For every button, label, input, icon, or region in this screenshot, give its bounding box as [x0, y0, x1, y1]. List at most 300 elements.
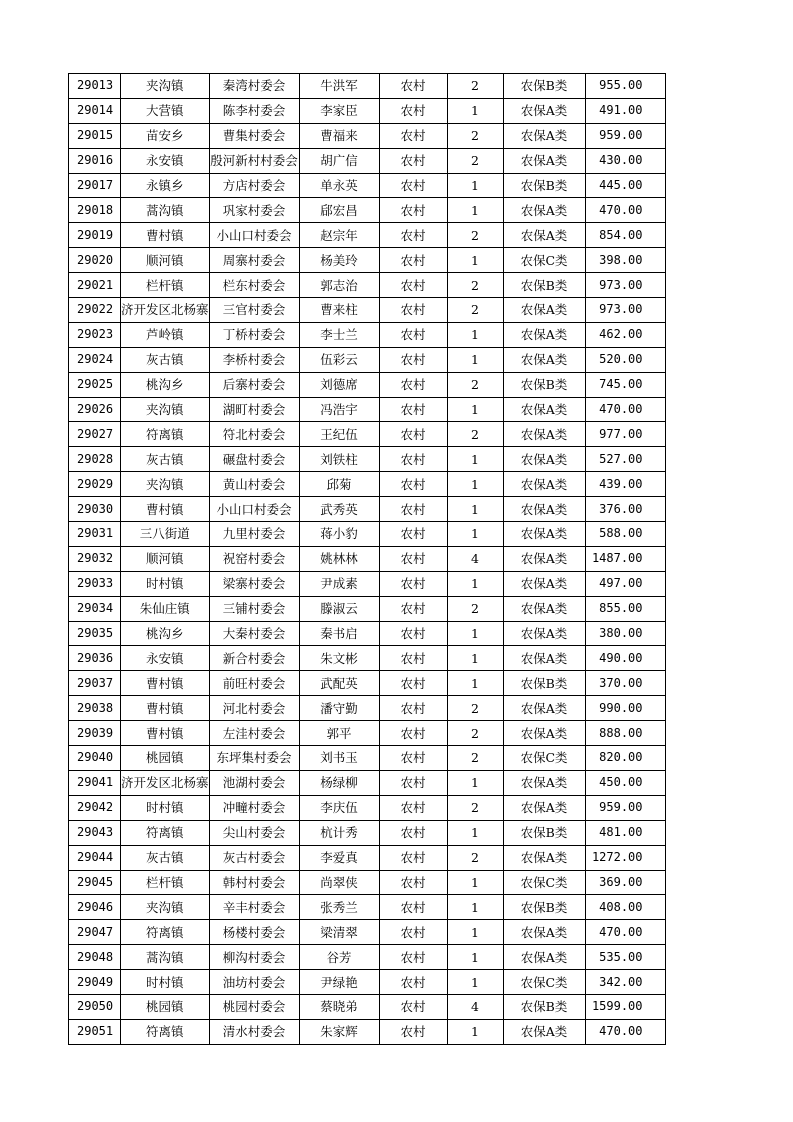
record-id-cell: 29041 [69, 770, 121, 795]
area-type-cell: 农村 [379, 148, 447, 173]
amount-cell: 820.00 [585, 746, 665, 771]
amount-cell: 955.00 [585, 74, 665, 99]
person-name-cell: 刘书玉 [299, 746, 379, 771]
person-name-cell: 滕淑云 [299, 596, 379, 621]
table-row [69, 920, 666, 945]
village-committee-cell: 左洼村委会 [209, 721, 299, 746]
village-committee-cell: 柳沟村委会 [209, 945, 299, 970]
area-type-cell: 农村 [379, 422, 447, 447]
town-cell: 夹沟镇 [121, 472, 210, 497]
record-id-cell: 29032 [69, 546, 121, 571]
person-name-cell: 杭计秀 [299, 820, 379, 845]
village-committee-cell: 丁桥村委会 [209, 322, 299, 347]
area-type-cell: 农村 [379, 746, 447, 771]
insurance-category-cell: 农保C类 [503, 746, 585, 771]
household-count-cell: 2 [447, 795, 503, 820]
table-row [69, 845, 666, 870]
table-row [69, 546, 666, 571]
household-count-cell: 2 [447, 223, 503, 248]
village-committee-cell: 灰古村委会 [209, 845, 299, 870]
person-name-cell: 武秀英 [299, 497, 379, 522]
table-row [69, 98, 666, 123]
village-committee-cell: 栏东村委会 [209, 273, 299, 298]
amount-cell: 959.00 [585, 123, 665, 148]
insurance-category-cell: 农保A类 [503, 148, 585, 173]
town-cell: 灰古镇 [121, 347, 210, 372]
table-row [69, 472, 666, 497]
person-name-cell: 杨绿柳 [299, 770, 379, 795]
village-committee-cell: 陈李村委会 [209, 98, 299, 123]
village-committee-cell: 梁寨村委会 [209, 571, 299, 596]
record-id-cell: 29024 [69, 347, 121, 372]
table-row [69, 970, 666, 995]
town-cell: 大营镇 [121, 98, 210, 123]
table-row [69, 422, 666, 447]
table-row [69, 223, 666, 248]
amount-cell: 520.00 [585, 347, 665, 372]
village-committee-cell: 油坊村委会 [209, 970, 299, 995]
table-row [69, 820, 666, 845]
record-id-cell: 29018 [69, 198, 121, 223]
person-name-cell: 秦书启 [299, 621, 379, 646]
village-committee-cell: 东坪集村委会 [209, 746, 299, 771]
amount-cell: 745.00 [585, 372, 665, 397]
table-row [69, 795, 666, 820]
area-type-cell: 农村 [379, 248, 447, 273]
table-row [69, 148, 666, 173]
town-cell: 永镇乡 [121, 173, 210, 198]
area-type-cell: 农村 [379, 621, 447, 646]
record-id-cell: 29020 [69, 248, 121, 273]
area-type-cell: 农村 [379, 497, 447, 522]
record-id-cell: 29042 [69, 795, 121, 820]
insurance-category-cell: 农保A类 [503, 571, 585, 596]
household-count-cell: 1 [447, 322, 503, 347]
record-id-cell: 29046 [69, 895, 121, 920]
town-cell: 时村镇 [121, 970, 210, 995]
village-committee-cell: 辛丰村委会 [209, 895, 299, 920]
town-cell: 桃沟乡 [121, 372, 210, 397]
village-committee-cell: 殷河新村村委会 [209, 148, 299, 173]
insurance-category-cell: 农保B类 [503, 671, 585, 696]
table-row [69, 447, 666, 472]
insurance-category-cell: 农保A类 [503, 721, 585, 746]
amount-cell: 973.00 [585, 273, 665, 298]
area-type-cell: 农村 [379, 895, 447, 920]
record-id-cell: 29015 [69, 123, 121, 148]
person-name-cell: 赵宗年 [299, 223, 379, 248]
amount-cell: 973.00 [585, 298, 665, 323]
table-row [69, 198, 666, 223]
household-count-cell: 1 [447, 248, 503, 273]
area-type-cell: 农村 [379, 447, 447, 472]
insurance-category-cell: 农保A类 [503, 322, 585, 347]
area-type-cell: 农村 [379, 173, 447, 198]
amount-cell: 854.00 [585, 223, 665, 248]
town-cell: 济开发区北杨寨 [121, 298, 210, 323]
table-row [69, 522, 666, 547]
household-count-cell: 2 [447, 372, 503, 397]
insurance-category-cell: 农保A类 [503, 198, 585, 223]
insurance-category-cell: 农保C类 [503, 248, 585, 273]
village-committee-cell: 黄山村委会 [209, 472, 299, 497]
record-id-cell: 29035 [69, 621, 121, 646]
amount-cell: 855.00 [585, 596, 665, 621]
table-row [69, 1019, 666, 1044]
record-id-cell: 29025 [69, 372, 121, 397]
person-name-cell: 郭平 [299, 721, 379, 746]
person-name-cell: 邱菊 [299, 472, 379, 497]
household-count-cell: 1 [447, 522, 503, 547]
person-name-cell: 郭志治 [299, 273, 379, 298]
village-committee-cell: 前旺村委会 [209, 671, 299, 696]
insurance-category-cell: 农保A类 [503, 497, 585, 522]
amount-cell: 408.00 [585, 895, 665, 920]
village-committee-cell: 碾盘村委会 [209, 447, 299, 472]
person-name-cell: 牛洪军 [299, 74, 379, 99]
person-name-cell: 曹来柱 [299, 298, 379, 323]
table-row [69, 497, 666, 522]
table-row [69, 696, 666, 721]
table-row [69, 870, 666, 895]
insurance-category-cell: 农保A类 [503, 422, 585, 447]
person-name-cell: 朱文彬 [299, 646, 379, 671]
household-count-cell: 1 [447, 447, 503, 472]
area-type-cell: 农村 [379, 845, 447, 870]
town-cell: 曹村镇 [121, 696, 210, 721]
amount-cell: 450.00 [585, 770, 665, 795]
person-name-cell: 李士兰 [299, 322, 379, 347]
insurance-category-cell: 农保B类 [503, 173, 585, 198]
town-cell: 符离镇 [121, 920, 210, 945]
person-name-cell: 蔡晓弟 [299, 994, 379, 1019]
area-type-cell: 农村 [379, 298, 447, 323]
area-type-cell: 农村 [379, 920, 447, 945]
person-name-cell: 刘德席 [299, 372, 379, 397]
village-committee-cell: 李桥村委会 [209, 347, 299, 372]
household-count-cell: 1 [447, 472, 503, 497]
person-name-cell: 单永英 [299, 173, 379, 198]
table-row [69, 322, 666, 347]
record-id-cell: 29039 [69, 721, 121, 746]
amount-cell: 398.00 [585, 248, 665, 273]
household-count-cell: 1 [447, 621, 503, 646]
record-id-cell: 29037 [69, 671, 121, 696]
town-cell: 芦岭镇 [121, 322, 210, 347]
person-name-cell: 李庆伍 [299, 795, 379, 820]
area-type-cell: 农村 [379, 870, 447, 895]
village-committee-cell: 杨楼村委会 [209, 920, 299, 945]
record-id-cell: 29050 [69, 994, 121, 1019]
household-count-cell: 2 [447, 596, 503, 621]
town-cell: 栏杆镇 [121, 870, 210, 895]
record-id-cell: 29044 [69, 845, 121, 870]
village-committee-cell: 湖町村委会 [209, 397, 299, 422]
record-id-cell: 29040 [69, 746, 121, 771]
person-name-cell: 姚林林 [299, 546, 379, 571]
person-name-cell: 胡广信 [299, 148, 379, 173]
table-row [69, 621, 666, 646]
record-id-cell: 29029 [69, 472, 121, 497]
records-table-body [69, 74, 666, 1045]
person-name-cell: 郈宏昌 [299, 198, 379, 223]
person-name-cell: 刘铁柱 [299, 447, 379, 472]
household-count-cell: 1 [447, 198, 503, 223]
village-committee-cell: 三铺村委会 [209, 596, 299, 621]
town-cell: 顺河镇 [121, 248, 210, 273]
person-name-cell: 尹成素 [299, 571, 379, 596]
amount-cell: 430.00 [585, 148, 665, 173]
table-row [69, 671, 666, 696]
insurance-category-cell: 农保A类 [503, 98, 585, 123]
household-count-cell: 2 [447, 273, 503, 298]
insurance-category-cell: 农保C类 [503, 970, 585, 995]
insurance-category-cell: 农保A类 [503, 1019, 585, 1044]
insurance-category-cell: 农保A类 [503, 522, 585, 547]
village-committee-cell: 后寨村委会 [209, 372, 299, 397]
person-name-cell: 张秀兰 [299, 895, 379, 920]
insurance-category-cell: 农保B类 [503, 895, 585, 920]
town-cell: 曹村镇 [121, 497, 210, 522]
village-committee-cell: 三官村委会 [209, 298, 299, 323]
town-cell: 永安镇 [121, 646, 210, 671]
amount-cell: 342.00 [585, 970, 665, 995]
village-committee-cell: 小山口村委会 [209, 223, 299, 248]
household-count-cell: 1 [447, 820, 503, 845]
person-name-cell: 尹绿艳 [299, 970, 379, 995]
household-count-cell: 4 [447, 994, 503, 1019]
town-cell: 时村镇 [121, 795, 210, 820]
record-id-cell: 29049 [69, 970, 121, 995]
insurance-category-cell: 农保A类 [503, 298, 585, 323]
town-cell: 曹村镇 [121, 671, 210, 696]
table-row [69, 372, 666, 397]
person-name-cell: 潘守勤 [299, 696, 379, 721]
household-count-cell: 1 [447, 173, 503, 198]
record-id-cell: 29048 [69, 945, 121, 970]
record-id-cell: 29045 [69, 870, 121, 895]
amount-cell: 959.00 [585, 795, 665, 820]
amount-cell: 376.00 [585, 497, 665, 522]
amount-cell: 445.00 [585, 173, 665, 198]
table-row [69, 123, 666, 148]
town-cell: 夹沟镇 [121, 397, 210, 422]
person-name-cell: 李爱真 [299, 845, 379, 870]
record-id-cell: 29033 [69, 571, 121, 596]
town-cell: 夹沟镇 [121, 895, 210, 920]
table-row [69, 74, 666, 99]
town-cell: 蒿沟镇 [121, 945, 210, 970]
record-id-cell: 29028 [69, 447, 121, 472]
town-cell: 苗安乡 [121, 123, 210, 148]
person-name-cell: 尚翠侠 [299, 870, 379, 895]
person-name-cell: 冯浩宇 [299, 397, 379, 422]
household-count-cell: 2 [447, 845, 503, 870]
area-type-cell: 农村 [379, 74, 447, 99]
household-count-cell: 2 [447, 721, 503, 746]
table-row [69, 746, 666, 771]
amount-cell: 527.00 [585, 447, 665, 472]
table-row [69, 298, 666, 323]
town-cell: 顺河镇 [121, 546, 210, 571]
household-count-cell: 2 [447, 298, 503, 323]
household-count-cell: 1 [447, 98, 503, 123]
household-count-cell: 1 [447, 770, 503, 795]
area-type-cell: 农村 [379, 820, 447, 845]
amount-cell: 439.00 [585, 472, 665, 497]
record-id-cell: 29026 [69, 397, 121, 422]
record-id-cell: 29022 [69, 298, 121, 323]
insurance-category-cell: 农保A类 [503, 621, 585, 646]
area-type-cell: 农村 [379, 123, 447, 148]
town-cell: 桃园镇 [121, 994, 210, 1019]
household-count-cell: 2 [447, 422, 503, 447]
village-committee-cell: 方店村委会 [209, 173, 299, 198]
amount-cell: 462.00 [585, 322, 665, 347]
amount-cell: 535.00 [585, 945, 665, 970]
household-count-cell: 1 [447, 397, 503, 422]
amount-cell: 977.00 [585, 422, 665, 447]
area-type-cell: 农村 [379, 223, 447, 248]
household-count-cell: 1 [447, 895, 503, 920]
table-row [69, 347, 666, 372]
record-id-cell: 29043 [69, 820, 121, 845]
household-count-cell: 2 [447, 123, 503, 148]
record-id-cell: 29017 [69, 173, 121, 198]
insurance-category-cell: 农保B类 [503, 372, 585, 397]
person-name-cell: 谷芳 [299, 945, 379, 970]
amount-cell: 888.00 [585, 721, 665, 746]
household-count-cell: 1 [447, 671, 503, 696]
area-type-cell: 农村 [379, 322, 447, 347]
record-id-cell: 29031 [69, 522, 121, 547]
amount-cell: 990.00 [585, 696, 665, 721]
town-cell: 永安镇 [121, 148, 210, 173]
table-row [69, 895, 666, 920]
village-committee-cell: 冲疃村委会 [209, 795, 299, 820]
table-row [69, 173, 666, 198]
table-row [69, 397, 666, 422]
person-name-cell: 王纪伍 [299, 422, 379, 447]
village-committee-cell: 祝窑村委会 [209, 546, 299, 571]
town-cell: 曹村镇 [121, 721, 210, 746]
insurance-category-cell: 农保A类 [503, 447, 585, 472]
area-type-cell: 农村 [379, 546, 447, 571]
area-type-cell: 农村 [379, 472, 447, 497]
area-type-cell: 农村 [379, 696, 447, 721]
town-cell: 三八街道 [121, 522, 210, 547]
table-row [69, 646, 666, 671]
person-name-cell: 李家臣 [299, 98, 379, 123]
insurance-category-cell: 农保A类 [503, 795, 585, 820]
person-name-cell: 朱家辉 [299, 1019, 379, 1044]
insurance-category-cell: 农保A类 [503, 920, 585, 945]
village-committee-cell: 新合村委会 [209, 646, 299, 671]
insurance-category-cell: 农保A类 [503, 845, 585, 870]
town-cell: 济开发区北杨寨 [121, 770, 210, 795]
amount-cell: 1487.00 [585, 546, 665, 571]
insurance-category-cell: 农保A类 [503, 770, 585, 795]
area-type-cell: 农村 [379, 945, 447, 970]
village-committee-cell: 清水村委会 [209, 1019, 299, 1044]
amount-cell: 470.00 [585, 1019, 665, 1044]
table-row [69, 571, 666, 596]
insurance-category-cell: 农保A类 [503, 223, 585, 248]
insurance-category-cell: 农保B类 [503, 820, 585, 845]
area-type-cell: 农村 [379, 347, 447, 372]
insurance-category-cell: 农保A类 [503, 945, 585, 970]
record-id-cell: 29016 [69, 148, 121, 173]
town-cell: 时村镇 [121, 571, 210, 596]
town-cell: 符离镇 [121, 820, 210, 845]
household-count-cell: 1 [447, 920, 503, 945]
town-cell: 桃沟乡 [121, 621, 210, 646]
insurance-category-cell: 农保C类 [503, 870, 585, 895]
household-count-cell: 2 [447, 74, 503, 99]
person-name-cell: 杨美玲 [299, 248, 379, 273]
amount-cell: 369.00 [585, 870, 665, 895]
table-row [69, 596, 666, 621]
area-type-cell: 农村 [379, 994, 447, 1019]
area-type-cell: 农村 [379, 273, 447, 298]
town-cell: 符离镇 [121, 422, 210, 447]
insurance-category-cell: 农保A类 [503, 696, 585, 721]
household-count-cell: 2 [447, 148, 503, 173]
person-name-cell: 梁清翠 [299, 920, 379, 945]
household-count-cell: 1 [447, 571, 503, 596]
record-id-cell: 29036 [69, 646, 121, 671]
village-committee-cell: 巩家村委会 [209, 198, 299, 223]
village-committee-cell: 小山口村委会 [209, 497, 299, 522]
area-type-cell: 农村 [379, 671, 447, 696]
amount-cell: 470.00 [585, 397, 665, 422]
amount-cell: 380.00 [585, 621, 665, 646]
record-id-cell: 29034 [69, 596, 121, 621]
amount-cell: 588.00 [585, 522, 665, 547]
insurance-category-cell: 农保A类 [503, 472, 585, 497]
village-committee-cell: 周寨村委会 [209, 248, 299, 273]
household-count-cell: 4 [447, 546, 503, 571]
record-id-cell: 29027 [69, 422, 121, 447]
record-id-cell: 29047 [69, 920, 121, 945]
household-count-cell: 1 [447, 497, 503, 522]
person-name-cell: 曹福来 [299, 123, 379, 148]
table-row [69, 248, 666, 273]
town-cell: 朱仙庄镇 [121, 596, 210, 621]
village-committee-cell: 符北村委会 [209, 422, 299, 447]
village-committee-cell: 桃园村委会 [209, 994, 299, 1019]
area-type-cell: 农村 [379, 198, 447, 223]
table-row [69, 273, 666, 298]
household-count-cell: 1 [447, 1019, 503, 1044]
table-row [69, 770, 666, 795]
record-id-cell: 29023 [69, 322, 121, 347]
household-count-cell: 1 [447, 970, 503, 995]
amount-cell: 490.00 [585, 646, 665, 671]
area-type-cell: 农村 [379, 596, 447, 621]
area-type-cell: 农村 [379, 795, 447, 820]
insurance-category-cell: 农保A类 [503, 397, 585, 422]
area-type-cell: 农村 [379, 646, 447, 671]
area-type-cell: 农村 [379, 98, 447, 123]
town-cell: 灰古镇 [121, 447, 210, 472]
insurance-category-cell: 农保A类 [503, 646, 585, 671]
area-type-cell: 农村 [379, 1019, 447, 1044]
village-committee-cell: 曹集村委会 [209, 123, 299, 148]
area-type-cell: 农村 [379, 970, 447, 995]
record-id-cell: 29013 [69, 74, 121, 99]
person-name-cell: 伍彩云 [299, 347, 379, 372]
